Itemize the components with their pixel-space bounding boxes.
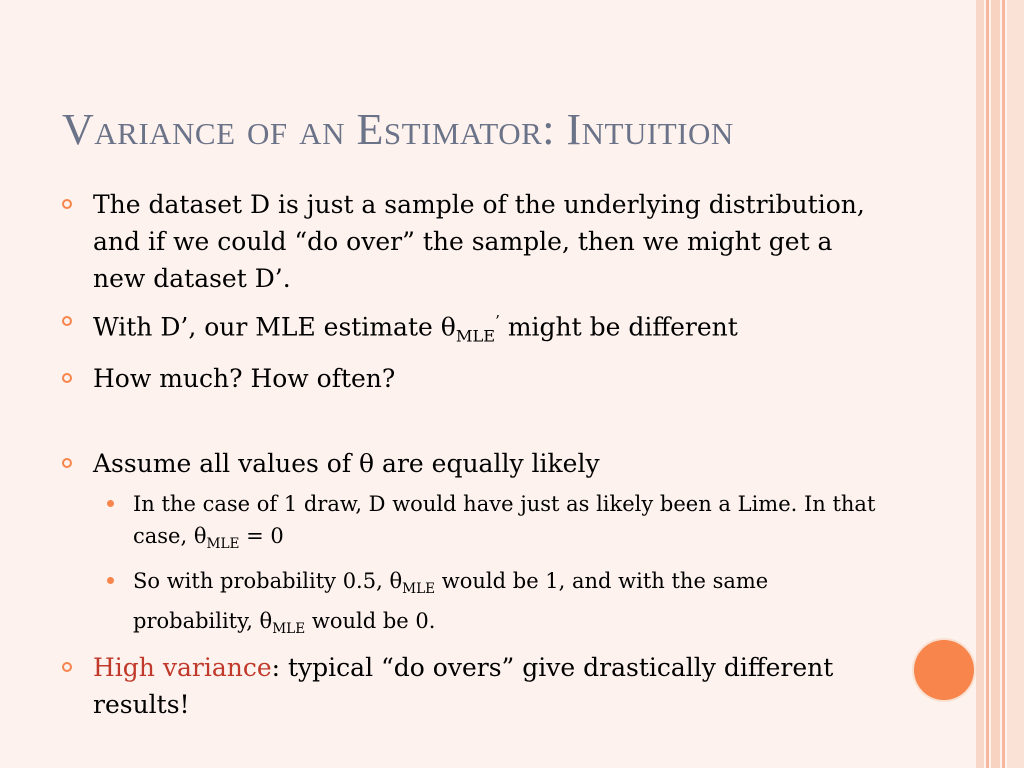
stripe: [976, 0, 984, 768]
bullet-marker-icon: [62, 373, 72, 383]
slide-content: [62, 186, 892, 729]
slide-title: Variance of an Estimator: Intuition: [62, 105, 734, 154]
bullet-text-pre: With D’, our MLE estimate: [93, 312, 441, 342]
right-decorative-stripes: [976, 0, 1024, 768]
subbullet-dot-icon: [107, 577, 114, 584]
theta-symbol: θ: [440, 312, 456, 342]
bullet-marker-icon: [62, 316, 72, 326]
subbullet-text-mid: would be 1, and with the same probability,: [133, 568, 769, 633]
bullet-text: How much? How often?: [93, 364, 396, 394]
subbullet-text-post: would be 0.: [305, 608, 436, 633]
bullet-how-much: [62, 360, 892, 397]
bullet-text: : typical “do overs” give drastically different results!: [93, 652, 834, 719]
theta-symbol: θ: [389, 568, 403, 593]
subbullet-probability: [62, 565, 892, 645]
mle-subscript: MLE: [272, 620, 306, 637]
mle-subscript: MLE: [206, 536, 240, 553]
bullet-mle-estimate: [62, 303, 892, 354]
subbullet-text-pre: In the case of 1 draw, D would have just as likely been a Lime. In that case,: [133, 492, 876, 549]
stripe: [1007, 0, 1024, 768]
subbullet-text-post: = 0: [239, 524, 284, 549]
subbullet-text-pre: So with probability 0.5,: [133, 568, 390, 593]
stripe: [991, 0, 1000, 768]
spacer: [62, 403, 892, 445]
bullet-text-post: might be different: [499, 312, 738, 342]
bullet-marker-icon: [62, 199, 72, 209]
subbullet-one-draw: [62, 488, 892, 560]
stripe: [1002, 0, 1005, 768]
bullet-text: Assume all values of θ are equally likely: [93, 449, 600, 479]
mle-subscript: MLE: [402, 580, 436, 597]
subbullet-dot-icon: [107, 500, 114, 507]
bullet-assume-values: [62, 445, 892, 482]
highlight-text: High variance: [93, 652, 272, 682]
bullet-marker-icon: [62, 662, 72, 672]
mle-subscript: MLE: [455, 326, 496, 346]
prime-superscript: ’: [495, 312, 500, 330]
bullet-high-variance: [62, 649, 892, 723]
bullet-dataset-sample: [62, 186, 892, 297]
stripe: [986, 0, 989, 768]
theta-symbol: θ: [193, 524, 207, 549]
bullet-text: The dataset D is just a sample of the underlying distribution, and if we could “do over” the sample, then we might get a new dataset D’.: [93, 190, 865, 293]
bullet-marker-icon: [62, 458, 72, 468]
decorative-circle: [914, 640, 974, 700]
theta-symbol: θ: [259, 608, 273, 633]
